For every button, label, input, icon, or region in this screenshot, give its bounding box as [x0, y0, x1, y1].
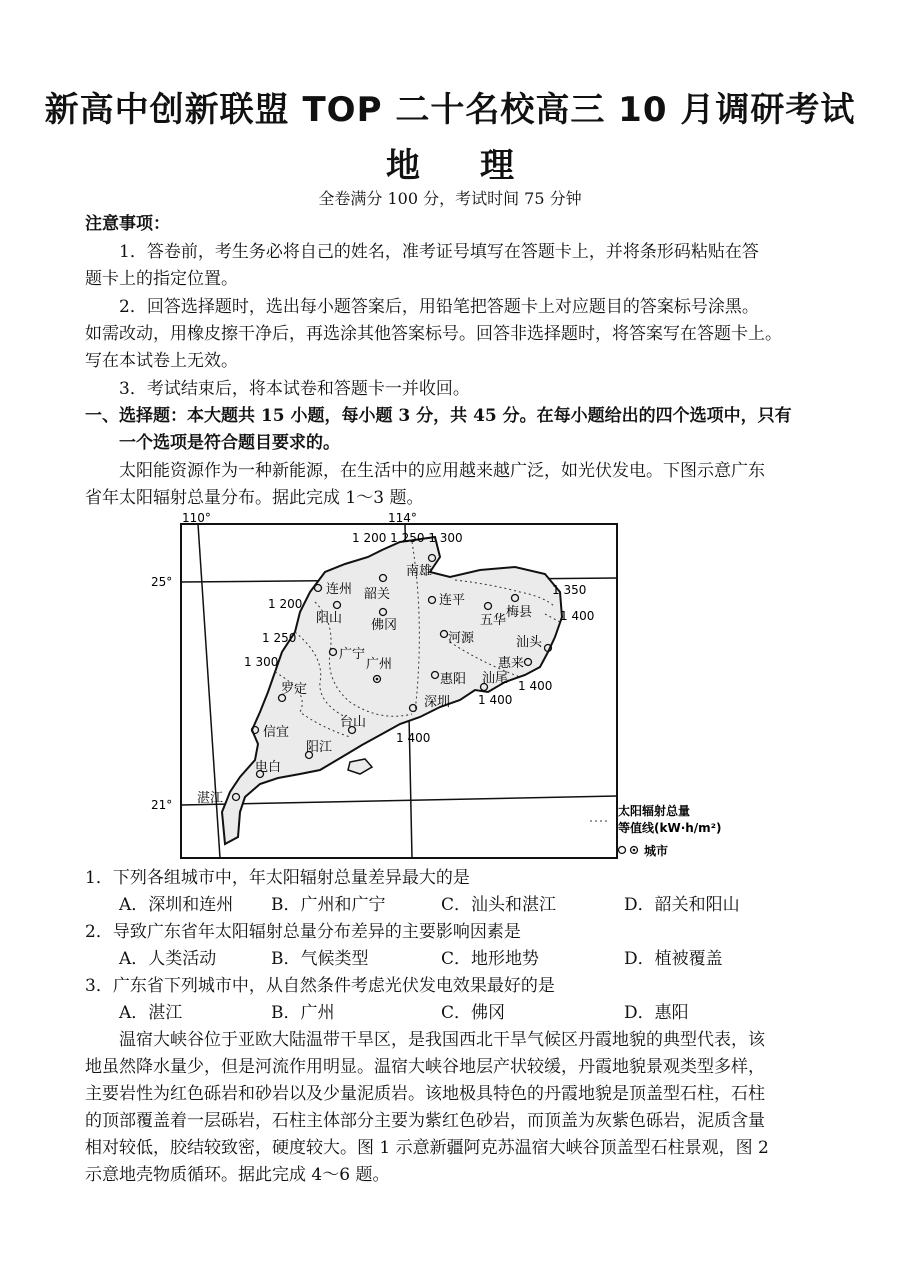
city-huilai: 惠来: [498, 656, 525, 671]
city-taishan: 台山: [340, 715, 367, 730]
city-dianbai: 电白: [255, 760, 282, 775]
city-xinyi: 信宜: [263, 725, 290, 740]
iso-label-1400-shenzhen: 1 400: [478, 693, 513, 707]
q3-option-a: A．湛江: [119, 1003, 183, 1023]
city-meixian: 梅县: [506, 605, 533, 620]
city-huiyang: 惠阳: [440, 672, 467, 687]
lat-label-25: 25°: [151, 575, 173, 589]
passage-1-line-1: 太阳能资源作为一种新能源，在生活中的应用越来越广泛，如光伏发电。下图示意广东: [119, 461, 765, 481]
legend-unit: 等值线(kW·h/m²): [618, 821, 722, 835]
question-1-stem: 1．下列各组城市中，年太阳辐射总量差异最大的是: [85, 868, 470, 888]
passage-2-line-6: 示意地壳物质循环。据此完成 4～6 题。: [85, 1165, 390, 1185]
passage-2-line-3: 主要岩性为红色砾岩和砂岩以及少量泥质岩。该地极具特色的丹霞地貌是顶盖型石柱，石柱: [85, 1084, 765, 1104]
q2-option-a: A．人类活动: [119, 949, 217, 969]
passage-1-line-2: 省年太阳辐射总量分布。据此完成 1～3 题。: [85, 488, 424, 508]
city-guangzhou: 广州: [366, 657, 393, 672]
section-1-heading-line-1: 一、选择题：本大题共 15 小题，每小题 3 分，共 45 分。在每小题给出的四个选项中，只有: [85, 406, 792, 426]
city-lianzhou: 连州: [326, 582, 353, 597]
city-heyuan: 河源: [448, 631, 475, 646]
note-2-line-1: 2．回答选择题时，选出每小题答案后，用铅笔把答题卡上对应题目的答案标号涂黑。: [119, 297, 759, 317]
iso-label-top: 1 200 1 250 1 300: [352, 531, 463, 545]
notes-heading: 注意事项：: [85, 214, 170, 234]
city-luoding: 罗定: [281, 682, 308, 697]
city-shanwei: 汕尾: [482, 671, 509, 686]
city-lianping: 连平: [439, 593, 466, 608]
question-3-stem: 3．广东省下列城市中，从自然条件考虑光伏发电效果最好的是: [85, 976, 555, 996]
lat-label-21: 21°: [151, 798, 173, 812]
iso-label-1200: 1 200: [268, 597, 303, 611]
q2-option-c: C．地形地势: [441, 949, 540, 969]
note-3: 3．考试结束后，将本试卷和答题卡一并收回。: [119, 379, 470, 399]
note-1-line-1: 1．答卷前，考生务必将自己的姓名，准考证号填写在答题卡上，并将条形码粘贴在答: [119, 242, 759, 262]
city-yangjiang: 阳江: [306, 740, 333, 755]
city-shenzhen: 深圳: [424, 695, 451, 710]
q1-option-d: D．韶关和阳山: [624, 895, 740, 915]
passage-2-line-4: 的顶部覆盖着一层砾岩，石柱主体部分主要为紫红色砂岩，而顶盖为灰紫色砾岩，泥质含量: [85, 1111, 765, 1131]
legend-city-circle: [619, 847, 626, 854]
passage-2-line-5: 相对较低，胶结较致密，硬度较大。图 1 示意新疆阿克苏温宿大峡谷顶盖型石柱景观，图 2: [85, 1138, 769, 1158]
lon-label-114: 114°: [388, 512, 417, 525]
note-2-line-3: 写在本试卷上无效。: [85, 351, 238, 371]
legend-city: 城市: [644, 844, 669, 858]
legend-title: 太阳辐射总量: [618, 804, 691, 818]
q1-option-a: A．深圳和连州: [119, 895, 234, 915]
note-2-line-2: 如需改动，用橡皮擦干净后，再选涂其他答案标号。回答非选择题时，将答案写在答题卡上。: [85, 324, 782, 344]
q1-option-b: B．广州和广宁: [271, 895, 386, 915]
note-1-line-2: 题卡上的指定位置。: [85, 269, 238, 289]
exam-title: 新高中创新联盟 TOP 二十名校高三 10 月调研考试: [44, 90, 856, 130]
city-nanxiong: 南雄: [406, 564, 433, 579]
passage-2-line-2: 地虽然降水量少，但是河流作用明显。温宿大峡谷地层产状较缓，丹霞地貌景观类型多样，: [85, 1057, 765, 1077]
city-fogang: 佛冈: [371, 618, 398, 633]
score-time-line: 全卷满分 100 分，考试时间 75 分钟: [318, 189, 582, 208]
city-guangning: 广宁: [339, 647, 366, 662]
q2-option-b: B．气候类型: [271, 949, 369, 969]
q3-option-c: C．佛冈: [441, 1003, 506, 1023]
q3-option-b: B．广州: [271, 1003, 335, 1023]
passage-2-line-1: 温宿大峡谷位于亚欧大陆温带干旱区，是我国西北干旱气候区丹霞地貌的典型代表，该: [119, 1030, 765, 1050]
iso-label-1400-east: 1 400: [560, 609, 595, 623]
iso-label-1350: 1 350: [552, 583, 587, 597]
q1-option-c: C．汕头和湛江: [441, 895, 557, 915]
iso-label-1250: 1 250: [262, 631, 297, 645]
q2-option-d: D．植被覆盖: [624, 949, 723, 969]
q3-option-d: D．惠阳: [624, 1003, 689, 1023]
iso-label-1300: 1 300: [244, 655, 279, 669]
section-1-heading-line-2: 一个选项是符合题目要求的。: [119, 433, 340, 453]
city-yangshan: 阳山: [316, 611, 343, 626]
question-2-stem: 2．导致广东省年太阳辐射总量分布差异的主要影响因素是: [85, 922, 521, 942]
city-zhanjiang: 湛江: [197, 791, 224, 806]
city-shantou: 汕头: [516, 635, 543, 650]
guangdong-solar-radiation-map: [150, 512, 760, 862]
city-wuhua: 五华: [480, 613, 507, 628]
iso-label-1400-south: 1 400: [396, 731, 431, 745]
lon-label-110: 110°: [182, 512, 211, 525]
city-shaoguan: 韶关: [364, 587, 391, 602]
subject-title: 地理: [386, 146, 574, 186]
iso-label-1400-coast: 1 400: [518, 679, 553, 693]
